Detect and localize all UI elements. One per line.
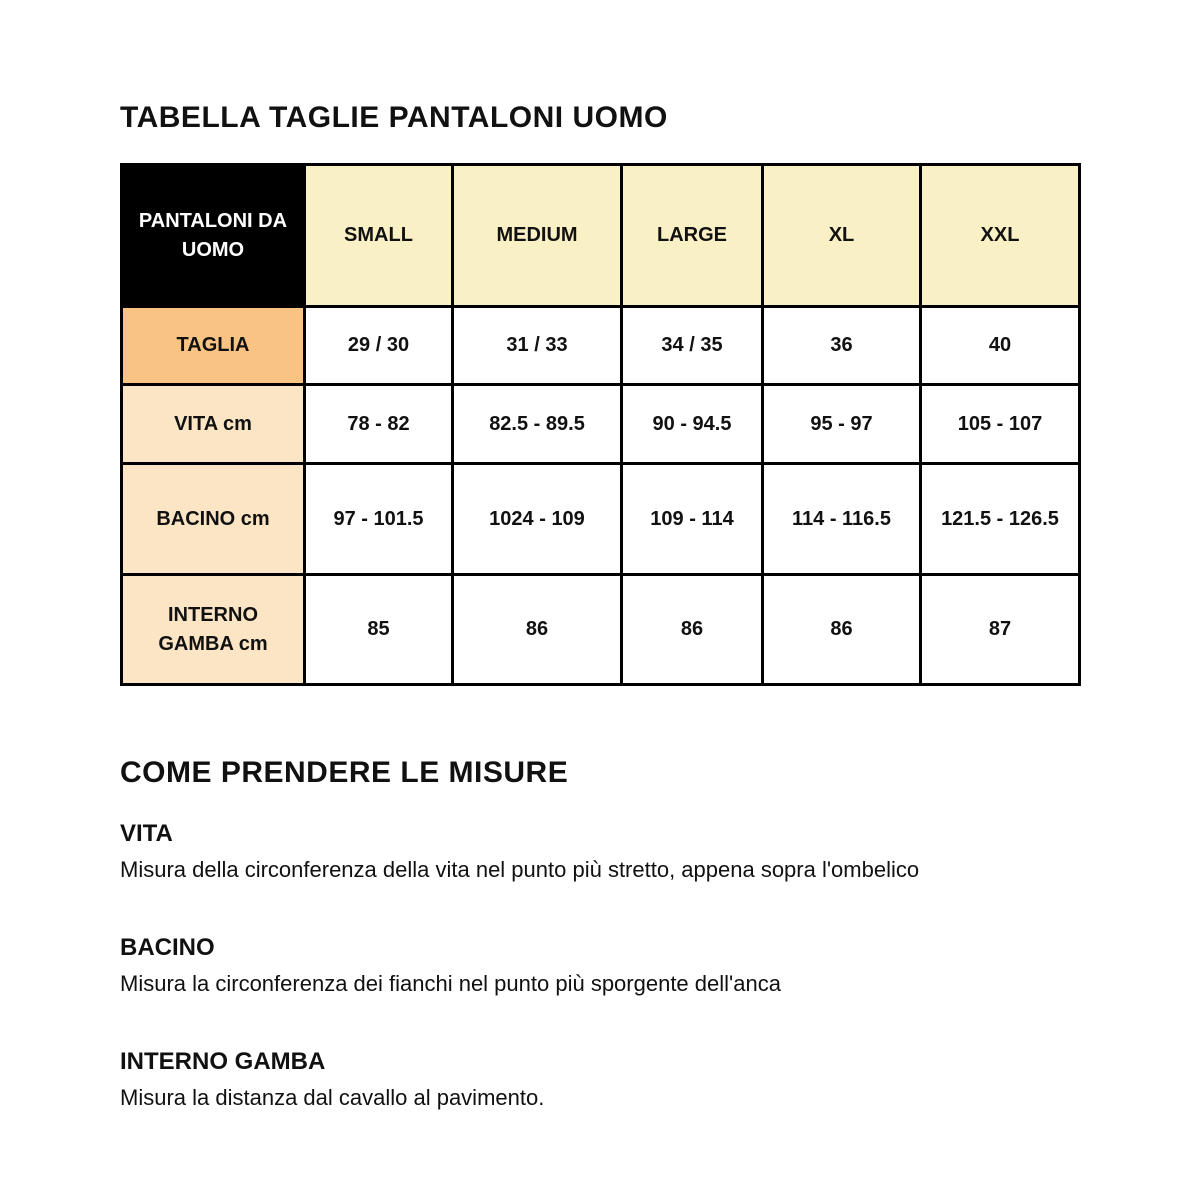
col-header-xl: XL xyxy=(763,165,921,307)
measure-item-vita xyxy=(120,820,1078,884)
measure-heading-interno-gamba: INTERNO GAMBA xyxy=(120,1048,326,1076)
table-header-row xyxy=(122,165,1080,307)
row-label-vita: VITA cm xyxy=(122,385,305,464)
cell-vita-large: 90 - 94.5 xyxy=(622,385,763,464)
measure-section-title: COME PRENDERE LE MISURE xyxy=(120,756,569,789)
cell-interno-medium: 86 xyxy=(453,575,622,685)
measure-description-interno-gamba: Misura la distanza dal cavallo al pavimento. xyxy=(120,1084,545,1110)
table-row-vita xyxy=(122,385,1080,464)
measure-item-interno-gamba xyxy=(120,1048,1078,1112)
cell-interno-xxl: 87 xyxy=(921,575,1080,685)
row-label-bacino: BACINO cm xyxy=(122,464,305,575)
page-title: TABELLA TAGLIE PANTALONI UOMO xyxy=(120,101,668,134)
measure-heading-vita: VITA xyxy=(120,820,173,847)
cell-bacino-large: 109 - 114 xyxy=(622,464,763,575)
cell-bacino-small: 97 - 101.5 xyxy=(305,464,453,575)
cell-vita-small: 78 - 82 xyxy=(305,385,453,464)
cell-taglia-medium: 31 / 33 xyxy=(453,307,622,385)
measure-description-vita: Misura della circonferenza della vita nel punto più stretto, appena sopra l'ombelico xyxy=(120,856,920,882)
table-row-taglia xyxy=(122,307,1080,385)
cell-bacino-xl: 114 - 116.5 xyxy=(763,464,921,575)
cell-interno-large: 86 xyxy=(622,575,763,685)
cell-bacino-medium: 1024 - 109 xyxy=(453,464,622,575)
cell-taglia-large: 34 / 35 xyxy=(622,307,763,385)
col-header-xxl: XXL xyxy=(921,165,1080,307)
row-label-interno-gamba: INTERNO GAMBA cm xyxy=(122,575,305,685)
measure-item-bacino xyxy=(120,934,1078,998)
measure-description-bacino: Misura la circonferenza dei fianchi nel punto più sporgente dell'anca xyxy=(120,970,781,996)
cell-interno-small: 85 xyxy=(305,575,453,685)
table-row-bacino xyxy=(122,464,1080,575)
size-table xyxy=(120,163,1081,686)
table-row-interno-gamba xyxy=(122,575,1080,685)
col-header-large: LARGE xyxy=(622,165,763,307)
col-header-small: SMALL xyxy=(305,165,453,307)
corner-header-cell: PANTALONI DA UOMO xyxy=(122,165,305,307)
cell-bacino-xxl: 121.5 - 126.5 xyxy=(921,464,1080,575)
cell-vita-xl: 95 - 97 xyxy=(763,385,921,464)
measure-heading-bacino: BACINO xyxy=(120,934,215,962)
row-label-taglia: TAGLIA xyxy=(122,307,305,385)
cell-vita-xxl: 105 - 107 xyxy=(921,385,1080,464)
cell-taglia-xl: 36 xyxy=(763,307,921,385)
cell-vita-medium: 82.5 - 89.5 xyxy=(453,385,622,464)
col-header-medium: MEDIUM xyxy=(453,165,622,307)
cell-interno-xl: 86 xyxy=(763,575,921,685)
cell-taglia-small: 29 / 30 xyxy=(305,307,453,385)
cell-taglia-xxl: 40 xyxy=(921,307,1080,385)
